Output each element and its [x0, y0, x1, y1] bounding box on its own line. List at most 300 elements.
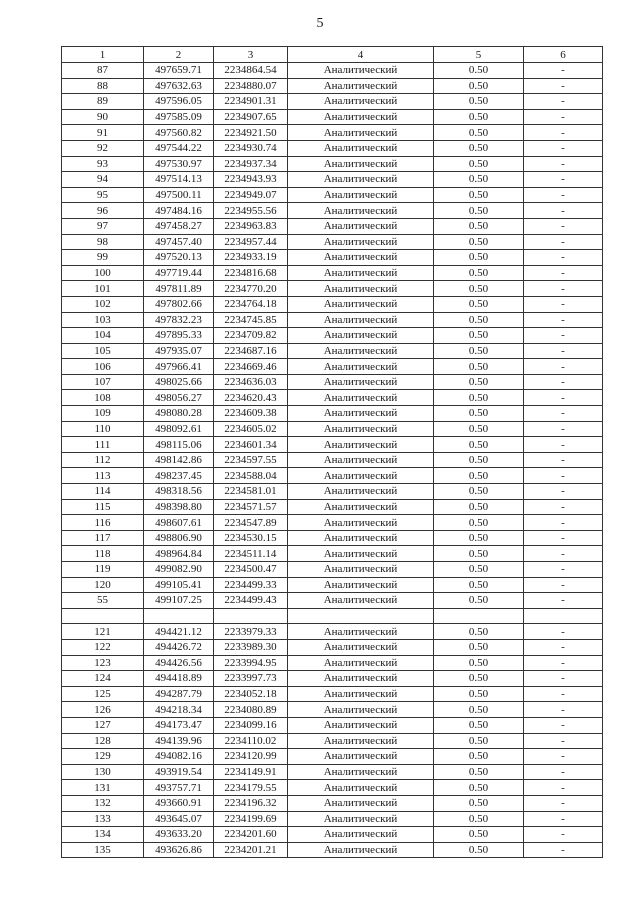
table-row	[62, 390, 603, 406]
header-cell: 6	[524, 47, 603, 63]
table-row	[62, 125, 603, 141]
accuracy-cell: 0.50	[434, 468, 524, 484]
note-cell: -	[524, 562, 603, 578]
table-row	[62, 639, 603, 655]
coordinates-table	[61, 46, 603, 858]
table-row	[62, 140, 603, 156]
point-number-cell: 109	[62, 406, 144, 422]
point-number-cell: 121	[62, 624, 144, 640]
y-coordinate-cell: 2234196.32	[214, 795, 288, 811]
note-cell: -	[524, 764, 603, 780]
accuracy-cell: 0.50	[434, 374, 524, 390]
note-cell: -	[524, 359, 603, 375]
x-coordinate-cell: 493626.86	[144, 842, 214, 858]
method-cell: Аналитический	[288, 78, 434, 94]
note-cell: -	[524, 421, 603, 437]
note-cell: -	[524, 749, 603, 765]
note-cell: -	[524, 140, 603, 156]
method-cell: Аналитический	[288, 390, 434, 406]
table-header-row	[62, 47, 603, 63]
x-coordinate-cell: 497520.13	[144, 250, 214, 266]
point-number-cell: 98	[62, 234, 144, 250]
x-coordinate-cell: 493919.54	[144, 764, 214, 780]
note-cell: -	[524, 780, 603, 796]
table-row	[62, 234, 603, 250]
method-cell: Аналитический	[288, 406, 434, 422]
table-row	[62, 406, 603, 422]
note-cell: -	[524, 187, 603, 203]
point-number-cell: 130	[62, 764, 144, 780]
y-coordinate-cell: 2234571.57	[214, 499, 288, 515]
method-cell: Аналитический	[288, 312, 434, 328]
point-number-cell: 120	[62, 577, 144, 593]
point-number-cell: 122	[62, 639, 144, 655]
table-row	[62, 484, 603, 500]
point-number-cell: 106	[62, 359, 144, 375]
point-number-cell: 134	[62, 827, 144, 843]
accuracy-cell: 0.50	[434, 63, 524, 79]
page-number: 5	[316, 16, 324, 31]
point-number-cell: 101	[62, 281, 144, 297]
accuracy-cell: 0.50	[434, 780, 524, 796]
table-row	[62, 655, 603, 671]
point-number-cell: 91	[62, 125, 144, 141]
accuracy-cell: 0.50	[434, 827, 524, 843]
accuracy-cell: 0.50	[434, 749, 524, 765]
accuracy-cell: 0.50	[434, 312, 524, 328]
method-cell: Аналитический	[288, 172, 434, 188]
point-number-cell: 126	[62, 702, 144, 718]
y-coordinate-cell: 2234581.01	[214, 484, 288, 500]
note-cell: -	[524, 250, 603, 266]
accuracy-cell: 0.50	[434, 250, 524, 266]
accuracy-cell: 0.50	[434, 140, 524, 156]
y-coordinate-cell: 2234110.02	[214, 733, 288, 749]
table-row	[62, 546, 603, 562]
note-cell: -	[524, 577, 603, 593]
table-row	[62, 265, 603, 281]
note-cell: -	[524, 172, 603, 188]
y-coordinate-cell: 2234921.50	[214, 125, 288, 141]
point-number-cell: 97	[62, 218, 144, 234]
accuracy-cell: 0.50	[434, 406, 524, 422]
note-cell: -	[524, 702, 603, 718]
x-coordinate-cell: 494426.72	[144, 639, 214, 655]
note-cell: -	[524, 624, 603, 640]
accuracy-cell: 0.50	[434, 281, 524, 297]
x-coordinate-cell: 498607.61	[144, 515, 214, 531]
x-coordinate-cell: 497935.07	[144, 343, 214, 359]
point-number-cell: 55	[62, 593, 144, 609]
accuracy-cell: 0.50	[434, 421, 524, 437]
point-number-cell: 92	[62, 140, 144, 156]
x-coordinate-cell: 498964.84	[144, 546, 214, 562]
header-cell: 2	[144, 47, 214, 63]
x-coordinate-cell: 493660.91	[144, 795, 214, 811]
y-coordinate-cell: 2234588.04	[214, 468, 288, 484]
y-coordinate-cell: 2234179.55	[214, 780, 288, 796]
y-coordinate-cell: 2234636.03	[214, 374, 288, 390]
x-coordinate-cell: 497966.41	[144, 359, 214, 375]
point-number-cell: 125	[62, 686, 144, 702]
point-number-cell: 117	[62, 530, 144, 546]
method-cell: Аналитический	[288, 577, 434, 593]
table-body	[62, 47, 603, 858]
y-coordinate-cell: 2234597.55	[214, 452, 288, 468]
method-cell: Аналитический	[288, 109, 434, 125]
x-coordinate-cell: 498318.56	[144, 484, 214, 500]
x-coordinate-cell: 494139.96	[144, 733, 214, 749]
accuracy-cell: 0.50	[434, 546, 524, 562]
note-cell: -	[524, 390, 603, 406]
method-cell: Аналитический	[288, 593, 434, 609]
table-row	[62, 562, 603, 578]
point-number-cell: 99	[62, 250, 144, 266]
point-number-cell: 112	[62, 452, 144, 468]
x-coordinate-cell: 497802.66	[144, 296, 214, 312]
x-coordinate-cell: 497719.44	[144, 265, 214, 281]
method-cell: Аналитический	[288, 702, 434, 718]
note-cell: -	[524, 343, 603, 359]
y-coordinate-cell: 2234530.15	[214, 530, 288, 546]
y-coordinate-cell: 2234943.93	[214, 172, 288, 188]
table-row	[62, 749, 603, 765]
note-cell: -	[524, 312, 603, 328]
note-cell: -	[524, 593, 603, 609]
x-coordinate-cell	[144, 608, 214, 624]
point-number-cell: 118	[62, 546, 144, 562]
method-cell: Аналитический	[288, 234, 434, 250]
method-cell: Аналитический	[288, 530, 434, 546]
point-number-cell: 96	[62, 203, 144, 219]
note-cell: -	[524, 717, 603, 733]
note-cell: -	[524, 686, 603, 702]
y-coordinate-cell: 2233997.73	[214, 671, 288, 687]
table-row	[62, 827, 603, 843]
accuracy-cell: 0.50	[434, 562, 524, 578]
table-row	[62, 421, 603, 437]
table-row	[62, 343, 603, 359]
point-number-cell: 113	[62, 468, 144, 484]
point-number-cell: 94	[62, 172, 144, 188]
table-row	[62, 795, 603, 811]
accuracy-cell: 0.50	[434, 156, 524, 172]
table-row	[62, 764, 603, 780]
table-row	[62, 702, 603, 718]
y-coordinate-cell: 2234880.07	[214, 78, 288, 94]
point-number-cell: 93	[62, 156, 144, 172]
y-coordinate-cell: 2234199.69	[214, 811, 288, 827]
table-row	[62, 593, 603, 609]
method-cell: Аналитический	[288, 624, 434, 640]
method-cell: Аналитический	[288, 421, 434, 437]
note-cell: -	[524, 842, 603, 858]
method-cell: Аналитический	[288, 437, 434, 453]
method-cell: Аналитический	[288, 140, 434, 156]
point-number-cell: 87	[62, 63, 144, 79]
accuracy-cell: 0.50	[434, 639, 524, 655]
point-number-cell: 114	[62, 484, 144, 500]
accuracy-cell: 0.50	[434, 234, 524, 250]
x-coordinate-cell: 494426.56	[144, 655, 214, 671]
y-coordinate-cell: 2234764.18	[214, 296, 288, 312]
point-number-cell: 119	[62, 562, 144, 578]
accuracy-cell: 0.50	[434, 733, 524, 749]
y-coordinate-cell: 2234770.20	[214, 281, 288, 297]
y-coordinate-cell: 2234669.46	[214, 359, 288, 375]
x-coordinate-cell: 497596.05	[144, 94, 214, 110]
point-number-cell: 128	[62, 733, 144, 749]
x-coordinate-cell: 497530.97	[144, 156, 214, 172]
y-coordinate-cell: 2233994.95	[214, 655, 288, 671]
point-number-cell: 123	[62, 655, 144, 671]
x-coordinate-cell: 494082.16	[144, 749, 214, 765]
header-cell: 3	[214, 47, 288, 63]
x-coordinate-cell: 498398.80	[144, 499, 214, 515]
accuracy-cell: 0.50	[434, 624, 524, 640]
y-coordinate-cell: 2234709.82	[214, 328, 288, 344]
note-cell: -	[524, 452, 603, 468]
method-cell: Аналитический	[288, 343, 434, 359]
x-coordinate-cell: 497895.33	[144, 328, 214, 344]
x-coordinate-cell: 497458.27	[144, 218, 214, 234]
note-cell: -	[524, 328, 603, 344]
accuracy-cell: 0.50	[434, 172, 524, 188]
note-cell: -	[524, 795, 603, 811]
x-coordinate-cell: 497560.82	[144, 125, 214, 141]
y-coordinate-cell: 2234933.19	[214, 250, 288, 266]
method-cell: Аналитический	[288, 717, 434, 733]
note-cell: -	[524, 530, 603, 546]
accuracy-cell: 0.50	[434, 686, 524, 702]
point-number-cell: 103	[62, 312, 144, 328]
method-cell: Аналитический	[288, 795, 434, 811]
y-coordinate-cell: 2234201.21	[214, 842, 288, 858]
method-cell: Аналитический	[288, 639, 434, 655]
method-cell: Аналитический	[288, 218, 434, 234]
point-number-cell: 100	[62, 265, 144, 281]
note-cell	[524, 608, 603, 624]
method-cell: Аналитический	[288, 546, 434, 562]
y-coordinate-cell: 2234901.31	[214, 94, 288, 110]
y-coordinate-cell: 2234609.38	[214, 406, 288, 422]
accuracy-cell: 0.50	[434, 764, 524, 780]
table-row	[62, 437, 603, 453]
table-row	[62, 530, 603, 546]
point-number-cell: 95	[62, 187, 144, 203]
x-coordinate-cell: 498025.66	[144, 374, 214, 390]
table-row	[62, 203, 603, 219]
x-coordinate-cell: 497484.16	[144, 203, 214, 219]
method-cell	[288, 608, 434, 624]
x-coordinate-cell: 493633.20	[144, 827, 214, 843]
accuracy-cell: 0.50	[434, 671, 524, 687]
x-coordinate-cell: 494173.47	[144, 717, 214, 733]
x-coordinate-cell: 498806.90	[144, 530, 214, 546]
note-cell: -	[524, 655, 603, 671]
method-cell: Аналитический	[288, 156, 434, 172]
accuracy-cell: 0.50	[434, 296, 524, 312]
y-coordinate-cell: 2234937.34	[214, 156, 288, 172]
table-row	[62, 811, 603, 827]
accuracy-cell: 0.50	[434, 125, 524, 141]
method-cell: Аналитический	[288, 359, 434, 375]
accuracy-cell: 0.50	[434, 187, 524, 203]
table-row	[62, 328, 603, 344]
table-row	[62, 250, 603, 266]
method-cell: Аналитический	[288, 671, 434, 687]
accuracy-cell: 0.50	[434, 484, 524, 500]
table-row	[62, 109, 603, 125]
x-coordinate-cell: 498115.06	[144, 437, 214, 453]
x-coordinate-cell: 498056.27	[144, 390, 214, 406]
x-coordinate-cell: 497632.63	[144, 78, 214, 94]
method-cell: Аналитический	[288, 250, 434, 266]
table-row	[62, 499, 603, 515]
x-coordinate-cell: 497832.23	[144, 312, 214, 328]
table-row	[62, 624, 603, 640]
x-coordinate-cell: 498237.45	[144, 468, 214, 484]
accuracy-cell: 0.50	[434, 593, 524, 609]
note-cell: -	[524, 125, 603, 141]
x-coordinate-cell: 497585.09	[144, 109, 214, 125]
x-coordinate-cell: 493757.71	[144, 780, 214, 796]
note-cell: -	[524, 156, 603, 172]
accuracy-cell: 0.50	[434, 499, 524, 515]
y-coordinate-cell: 2234499.43	[214, 593, 288, 609]
table-row	[62, 577, 603, 593]
y-coordinate-cell: 2233979.33	[214, 624, 288, 640]
note-cell: -	[524, 671, 603, 687]
point-number-cell: 111	[62, 437, 144, 453]
method-cell: Аналитический	[288, 125, 434, 141]
y-coordinate-cell: 2234949.07	[214, 187, 288, 203]
x-coordinate-cell: 498092.61	[144, 421, 214, 437]
method-cell: Аналитический	[288, 265, 434, 281]
x-coordinate-cell: 499082.90	[144, 562, 214, 578]
note-cell: -	[524, 281, 603, 297]
note-cell: -	[524, 484, 603, 500]
note-cell: -	[524, 827, 603, 843]
table-row	[62, 671, 603, 687]
note-cell: -	[524, 296, 603, 312]
y-coordinate-cell: 2233989.30	[214, 639, 288, 655]
accuracy-cell: 0.50	[434, 452, 524, 468]
point-number-cell: 129	[62, 749, 144, 765]
accuracy-cell: 0.50	[434, 265, 524, 281]
table-row	[62, 63, 603, 79]
accuracy-cell: 0.50	[434, 343, 524, 359]
y-coordinate-cell: 2234605.02	[214, 421, 288, 437]
method-cell: Аналитический	[288, 562, 434, 578]
method-cell: Аналитический	[288, 374, 434, 390]
table-separator-row	[62, 608, 603, 624]
method-cell: Аналитический	[288, 484, 434, 500]
point-number-cell: 90	[62, 109, 144, 125]
point-number-cell: 132	[62, 795, 144, 811]
x-coordinate-cell: 497457.40	[144, 234, 214, 250]
point-number-cell: 108	[62, 390, 144, 406]
table-row	[62, 94, 603, 110]
method-cell: Аналитический	[288, 749, 434, 765]
x-coordinate-cell: 497514.13	[144, 172, 214, 188]
table-row	[62, 733, 603, 749]
accuracy-cell: 0.50	[434, 530, 524, 546]
x-coordinate-cell: 494421.12	[144, 624, 214, 640]
table-row	[62, 218, 603, 234]
method-cell: Аналитический	[288, 328, 434, 344]
table-row	[62, 312, 603, 328]
note-cell: -	[524, 499, 603, 515]
note-cell: -	[524, 437, 603, 453]
accuracy-cell	[434, 608, 524, 624]
table-row	[62, 717, 603, 733]
point-number-cell: 135	[62, 842, 144, 858]
accuracy-cell: 0.50	[434, 842, 524, 858]
note-cell: -	[524, 639, 603, 655]
method-cell: Аналитический	[288, 842, 434, 858]
method-cell: Аналитический	[288, 94, 434, 110]
method-cell: Аналитический	[288, 811, 434, 827]
note-cell: -	[524, 265, 603, 281]
method-cell: Аналитический	[288, 827, 434, 843]
table-row	[62, 359, 603, 375]
note-cell: -	[524, 109, 603, 125]
y-coordinate-cell: 2234687.16	[214, 343, 288, 359]
table-row	[62, 374, 603, 390]
accuracy-cell: 0.50	[434, 515, 524, 531]
x-coordinate-cell: 499107.25	[144, 593, 214, 609]
accuracy-cell: 0.50	[434, 109, 524, 125]
accuracy-cell: 0.50	[434, 94, 524, 110]
point-number-cell	[62, 608, 144, 624]
accuracy-cell: 0.50	[434, 390, 524, 406]
method-cell: Аналитический	[288, 686, 434, 702]
method-cell: Аналитический	[288, 468, 434, 484]
method-cell: Аналитический	[288, 187, 434, 203]
point-number-cell: 105	[62, 343, 144, 359]
y-coordinate-cell: 2234745.85	[214, 312, 288, 328]
accuracy-cell: 0.50	[434, 218, 524, 234]
header-cell: 5	[434, 47, 524, 63]
y-coordinate-cell: 2234511.14	[214, 546, 288, 562]
table-row	[62, 172, 603, 188]
x-coordinate-cell: 498142.86	[144, 452, 214, 468]
note-cell: -	[524, 94, 603, 110]
note-cell: -	[524, 374, 603, 390]
header-cell: 1	[62, 47, 144, 63]
method-cell: Аналитический	[288, 733, 434, 749]
x-coordinate-cell: 494287.79	[144, 686, 214, 702]
y-coordinate-cell: 2234907.65	[214, 109, 288, 125]
method-cell: Аналитический	[288, 63, 434, 79]
x-coordinate-cell: 498080.28	[144, 406, 214, 422]
point-number-cell: 89	[62, 94, 144, 110]
y-coordinate-cell: 2234816.68	[214, 265, 288, 281]
y-coordinate-cell: 2234120.99	[214, 749, 288, 765]
table-row	[62, 296, 603, 312]
method-cell: Аналитический	[288, 203, 434, 219]
accuracy-cell: 0.50	[434, 437, 524, 453]
x-coordinate-cell: 497659.71	[144, 63, 214, 79]
note-cell: -	[524, 406, 603, 422]
x-coordinate-cell: 499105.41	[144, 577, 214, 593]
point-number-cell: 88	[62, 78, 144, 94]
x-coordinate-cell: 493645.07	[144, 811, 214, 827]
x-coordinate-cell: 497500.11	[144, 187, 214, 203]
point-number-cell: 102	[62, 296, 144, 312]
accuracy-cell: 0.50	[434, 717, 524, 733]
